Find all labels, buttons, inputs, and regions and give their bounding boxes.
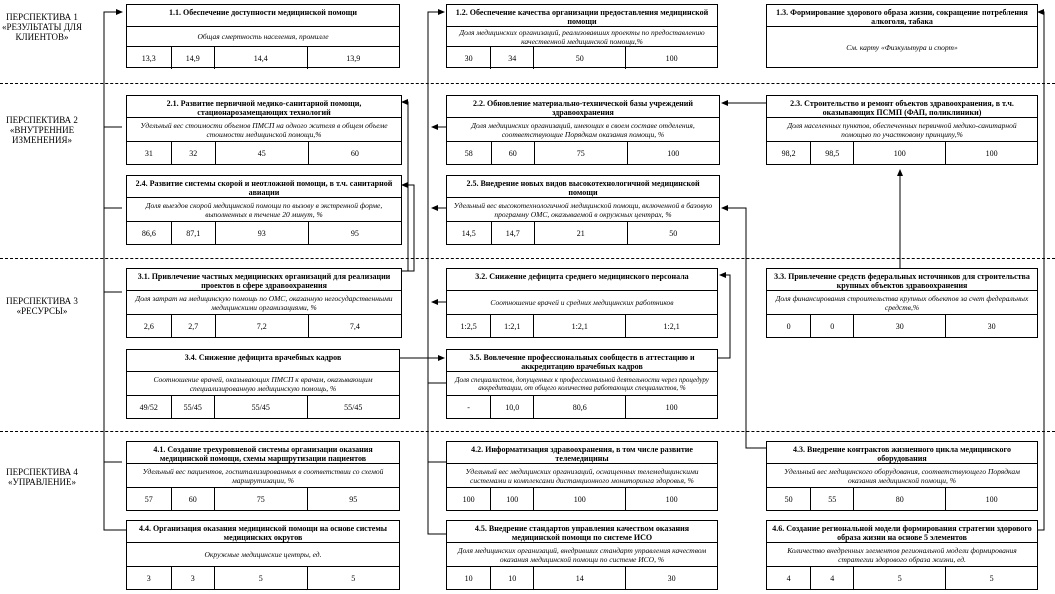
value-cell: 34: [490, 47, 533, 69]
box-2-4: [126, 175, 402, 245]
value-cell: 86,6: [141, 228, 156, 238]
value-cell: 14,5: [461, 228, 476, 238]
box-2-5-values: [447, 221, 719, 244]
value-cell: 3: [146, 573, 151, 583]
box-2-5-indicator: Удельный вес высокотехнологичной медицинской помощи, включенной в базовую программу ОМС, оказываемой в окружных центрах, %: [447, 197, 719, 221]
value-cell: 100: [627, 142, 720, 164]
box-1-2: [446, 4, 718, 68]
value-cell: 80,6: [533, 396, 625, 418]
value-cell: 95: [307, 488, 400, 510]
box-2-4-indicator: Доля выездов скорой медицинской помощи по вызову в экстренной форме, выполненных в течение 20 минут, %: [127, 197, 401, 221]
value-cell: 7,2: [215, 315, 308, 337]
value-cell: 100: [625, 396, 717, 418]
box-3-4-indicator: Соотношение врачей, оказывающих ПМСП к врачам, оказывающим специализированную медицинскую помощь, %: [127, 371, 399, 395]
value-cell: 14,9: [171, 47, 215, 69]
box-2-3: [766, 95, 1038, 165]
value-cell: 1:2,1: [533, 315, 625, 337]
value-cell: 10: [490, 567, 533, 589]
value-cell: 0: [810, 315, 853, 337]
value-cell: 50: [627, 222, 720, 244]
box-4-6-indicator: Количество внедренных элементов региональной модели формирования стратегии здорового образа жизни, ед.: [767, 542, 1037, 566]
value-cell: 10,0: [490, 396, 533, 418]
box-1-1-title: 1.1. Обеспечение доступности медицинской помощи: [168, 8, 358, 17]
value-cell: 5: [307, 567, 400, 589]
box-3-4: [126, 349, 400, 419]
value-cell: 10: [464, 573, 473, 583]
value-cell: 100: [625, 488, 717, 510]
box-3-5: [446, 349, 718, 419]
box-3-2: [446, 268, 718, 338]
box-4-5-title: 4.5. Внедрение стандартов управления качеством оказания медицинской помощи по системе ИСО: [474, 524, 690, 542]
box-4-3-values: [767, 487, 1037, 510]
box-1-2-indicator: Доля медицинских организаций, реализовавших проекты по предоставлению качественной медицинской помощи,%: [447, 26, 717, 46]
value-cell: 50: [533, 47, 625, 69]
value-cell: 80: [853, 488, 945, 510]
value-cell: 100: [462, 494, 475, 504]
box-2-1-indicator: Удельный вес стоимости объемов ПМСП на одного жителя в общем объеме стоимости медицинской помощи,%: [127, 117, 401, 141]
box-3-4-values: [127, 395, 399, 418]
value-cell: 3: [171, 567, 215, 589]
box-3-5-title: 3.5. Вовлечение профессиональных сообществ в аттестацию и аккредитацию врачебных кадров: [469, 353, 695, 371]
box-4-2-title: 4.2. Информатизация здравоохранения, в том числе развитие телемедицины: [471, 445, 693, 463]
value-cell: 49/52: [139, 402, 158, 412]
value-cell: 93: [215, 222, 308, 244]
value-cell: 2,6: [143, 321, 154, 331]
value-cell: 30: [625, 567, 717, 589]
value-cell: 1:2,1: [490, 315, 533, 337]
value-cell: 58: [464, 148, 473, 158]
box-4-2-values: [447, 487, 717, 510]
box-3-2-values: [447, 314, 717, 337]
box-2-2: [446, 95, 720, 165]
value-cell: 100: [945, 142, 1037, 164]
box-3-3: [766, 268, 1038, 338]
box-4-3-title: 4.3. Внедрение контрактов жизненного цикла медицинского оборудования: [793, 445, 1011, 463]
box-4-5-indicator: Доля медицинских организаций, внедривших стандарт управления качеством оказания медицинской помощи по системе ИСО, %: [447, 542, 717, 566]
value-cell: 98,2: [781, 148, 796, 158]
box-2-3-values: [767, 141, 1037, 164]
value-cell: 55/45: [214, 396, 306, 418]
perspective-2-label: ПЕРСПЕКТИВА 2 «ВНУТРЕННИЕ ИЗМЕНЕНИЯ»: [6, 115, 78, 145]
value-cell: 7,4: [308, 315, 401, 337]
value-cell: 87,1: [171, 222, 215, 244]
value-cell: 5: [214, 567, 306, 589]
box-2-2-indicator: Доля медицинских организаций, имеющих в своем составе отделения, соответствующие Порядкам оказания помощи, %: [447, 117, 719, 141]
box-4-6-values: [767, 566, 1037, 589]
value-cell: 60: [491, 142, 535, 164]
box-2-1: [126, 95, 402, 165]
box-1-2-title: 1.2. Обеспечение качества организации предоставления медицинской помощи: [455, 8, 709, 26]
value-cell: 100: [853, 142, 945, 164]
value-cell: 100: [945, 488, 1037, 510]
box-3-1-values: [127, 314, 401, 337]
box-3-3-indicator: Доля финансирования строительства крупных объектов за счет федеральных средств,%: [767, 290, 1037, 314]
value-cell: 60: [308, 142, 401, 164]
box-2-4-values: [127, 221, 401, 244]
box-1-3-indicator: См. карту «Физкультура и спорт»: [767, 26, 1037, 68]
box-3-1: [126, 268, 402, 338]
value-cell: -: [467, 402, 470, 412]
box-3-5-values: [447, 395, 717, 418]
box-4-3-indicator: Удельный вес медицинского оборудования, соответствующего Порядкам оказания медицинской помощи, %: [767, 463, 1037, 487]
value-cell: 30: [853, 315, 945, 337]
box-4-2-indicator: Удельный вес медицинских организаций, оснащенных телемедицинскими системами и комплексами дистанционного мониторинга здоровья, %: [447, 463, 717, 487]
box-4-4-values: [127, 566, 399, 589]
value-cell: 98,5: [810, 142, 853, 164]
box-2-4-title: 2.4. Развитие системы скорой и неотложной помощи, в т.ч. санитарной авиации: [135, 179, 393, 197]
value-cell: 13,3: [141, 53, 156, 63]
box-1-1: [126, 4, 400, 68]
box-2-3-indicator: Доля населенных пунктов, обеспеченных первичной медико-санитарной помощью по участковому принципу,%: [767, 117, 1037, 141]
box-1-3-title: 1.3. Формирование здорового образа жизни, сокращение потребления алкоголя, табака: [776, 8, 1028, 26]
value-cell: 32: [171, 142, 215, 164]
value-cell: 4: [786, 573, 791, 583]
box-3-2-title: 3.2. Снижение дефицита среднего медицинского персонала: [475, 272, 689, 281]
perspective-4-label: ПЕРСПЕКТИВА 4 «УПРАВЛЕНИЕ»: [6, 467, 78, 487]
value-cell: 1:2,5: [460, 321, 477, 331]
box-4-3: [766, 441, 1038, 511]
value-cell: 21: [534, 222, 626, 244]
value-cell: 14,4: [214, 47, 306, 69]
value-cell: 60: [171, 488, 215, 510]
box-4-1-title: 4.1. Создание трехуровневой системы организации оказания медицинской помощи, схемы маршрутизации пациентов: [153, 445, 373, 463]
value-cell: 55/45: [307, 396, 400, 418]
value-cell: 4: [810, 567, 853, 589]
box-2-2-values: [447, 141, 719, 164]
box-4-1: [126, 441, 400, 511]
box-2-2-title: 2.2. Обновление материально-технической базы учреждений здравоохранения: [472, 99, 693, 117]
value-cell: 30: [464, 53, 473, 63]
value-cell: 5: [853, 567, 945, 589]
box-4-1-indicator: Удельный вес пациентов, госпитализированных в соответствии со схемой маршрутизации, %: [127, 463, 399, 487]
value-cell: 95: [308, 222, 401, 244]
value-cell: 45: [215, 142, 308, 164]
box-2-1-title: 2.1. Развитие первичной медико-санитарной помощи, стационарозамещающих технологий: [166, 99, 362, 117]
box-3-3-values: [767, 314, 1037, 337]
box-4-2: [446, 441, 718, 511]
box-2-1-values: [127, 141, 401, 164]
value-cell: 57: [144, 494, 153, 504]
box-4-6: [766, 520, 1038, 590]
box-4-4: [126, 520, 400, 590]
value-cell: 55/45: [171, 396, 215, 418]
perspective-3-label: ПЕРСПЕКТИВА 3 «РЕСУРСЫ»: [6, 296, 78, 316]
box-4-4-indicator: Окружные медицинские центры, ед.: [127, 542, 399, 566]
value-cell: 30: [945, 315, 1037, 337]
value-cell: 13,9: [307, 47, 400, 69]
box-1-3: [766, 4, 1038, 68]
box-4-6-title: 4.6. Создание региональной модели формирования стратегии здорового образа жизни на основе 5 элементов: [772, 524, 1032, 542]
box-4-5: [446, 520, 718, 590]
value-cell: 14: [533, 567, 625, 589]
perspective-1-label: ПЕРСПЕКТИВА 1 «РЕЗУЛЬТАТЫ ДЛЯ КЛИЕНТОВ»: [2, 12, 82, 42]
box-3-3-title: 3.3. Привлечение средств федеральных источников для строительства крупных объектов здравоохранения: [774, 272, 1030, 290]
value-cell: 0: [786, 321, 791, 331]
box-3-1-title: 3.1. Привлечение частных медицинских организаций для реализации проектов в сфере здравоохранения: [137, 272, 391, 290]
box-3-1-indicator: Доля затрат на медицинскую помощь по ОМС, оказанную негосударственными медицинскими организациями, %: [127, 290, 401, 314]
value-cell: 100: [533, 488, 625, 510]
value-cell: 100: [490, 488, 533, 510]
value-cell: 2,7: [171, 315, 215, 337]
value-cell: 100: [625, 47, 717, 69]
box-4-4-title: 4.4. Организация оказания медицинской помощи на основе системы медицинских округов: [138, 524, 388, 542]
value-cell: 50: [784, 494, 793, 504]
box-3-2-indicator: Соотношение врачей и средних медицинских работников: [447, 290, 717, 314]
box-3-5-indicator: Доля специалистов, допущенных к профессиональной деятельности через процедуру аккредитации, от общего количества работающих специалистов, %: [447, 371, 717, 395]
value-cell: 55: [810, 488, 853, 510]
value-cell: 75: [534, 142, 626, 164]
box-1-1-indicator: Общая смертность населения, промилле: [127, 26, 399, 46]
box-2-5: [446, 175, 720, 245]
box-1-2-values: [447, 46, 717, 69]
box-1-1-values: [127, 46, 399, 69]
value-cell: 1:2,1: [625, 315, 717, 337]
box-4-1-values: [127, 487, 399, 510]
value-cell: 5: [945, 567, 1037, 589]
box-3-4-title: 3.4. Снижение дефицита врачебных кадров: [184, 353, 342, 362]
box-4-5-values: [447, 566, 717, 589]
box-2-3-title: 2.3. Строительство и ремонт объектов здравоохранения, в т.ч. оказывающих ПСМП (ФАП, поликлиники): [790, 99, 1014, 117]
value-cell: 75: [214, 488, 306, 510]
value-cell: 14,7: [491, 222, 535, 244]
box-2-5-title: 2.5. Внедрение новых видов высокотехнологичной медицинской помощи: [466, 179, 700, 197]
value-cell: 31: [144, 148, 153, 158]
